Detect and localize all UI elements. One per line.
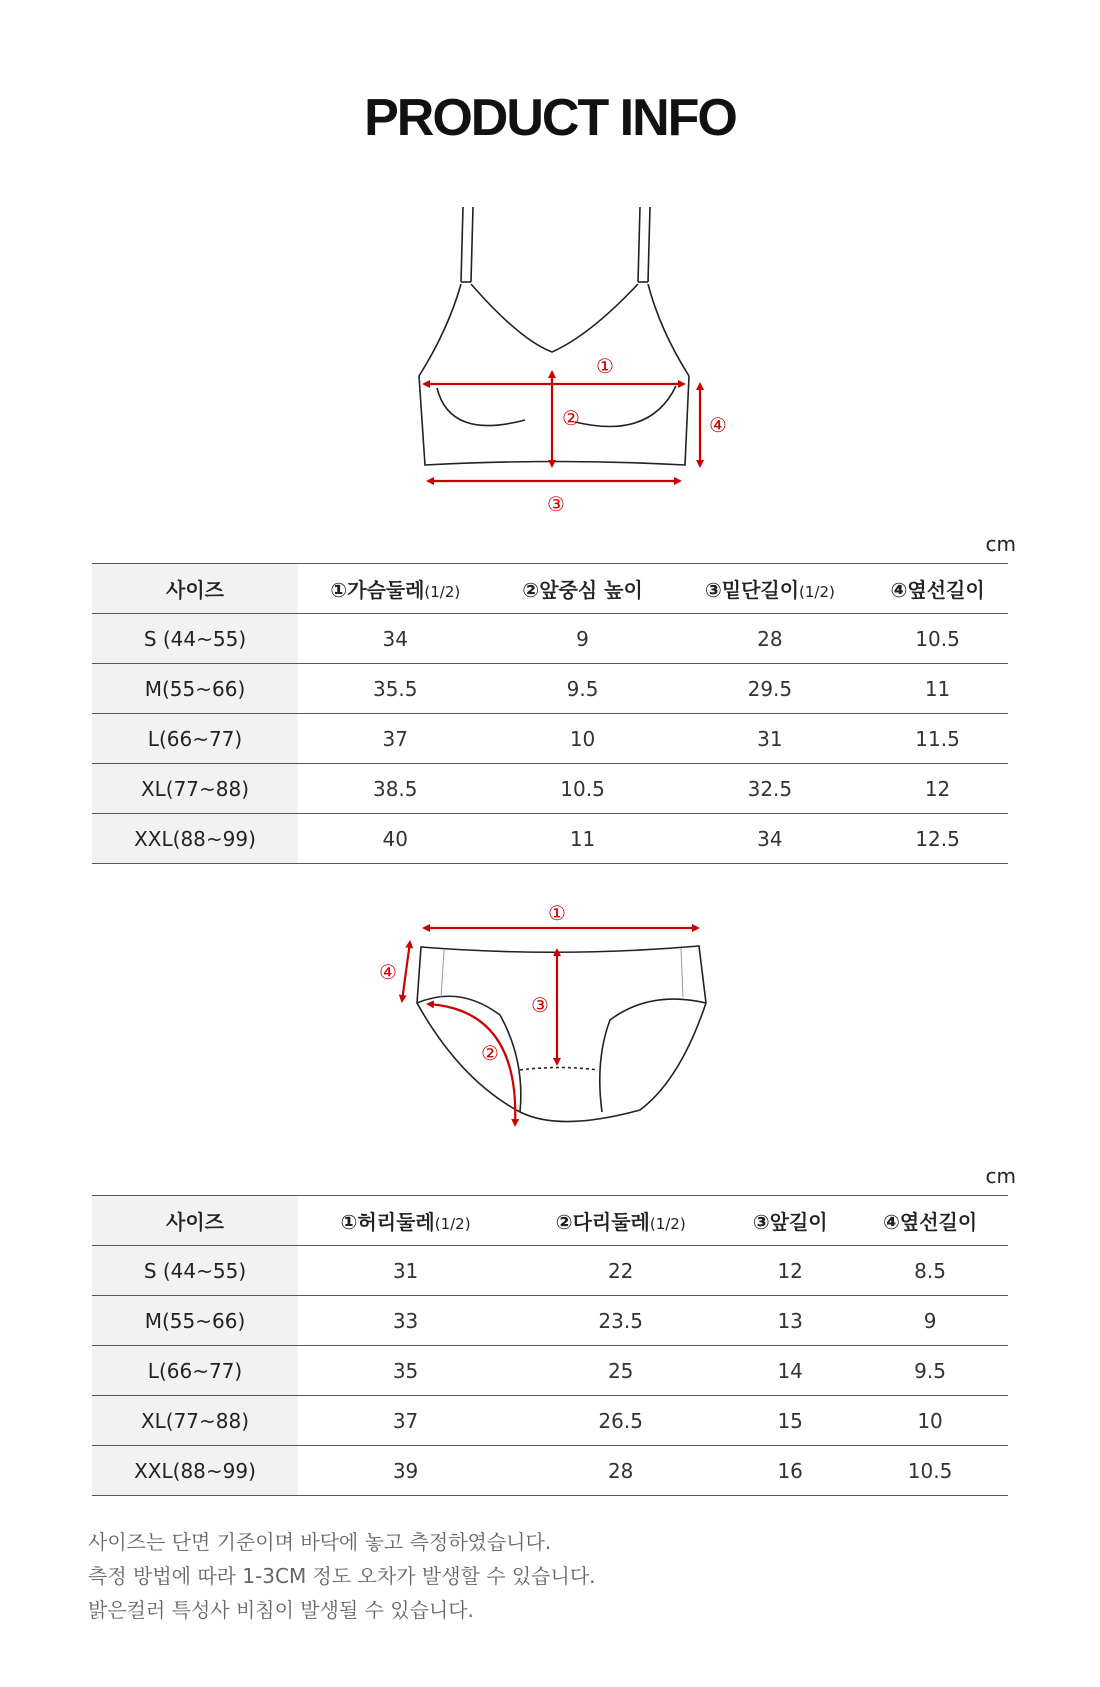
note-line: 측정 방법에 따라 1-3CM 정도 오차가 발생할 수 있습니다. [88,1564,596,1588]
panty-outline [417,946,706,1122]
value-cell: 9.5 [492,664,672,714]
value-cell: 12 [867,764,1008,814]
table-row [92,814,1008,864]
page-title: PRODUCT INFO [364,89,736,147]
notes [88,1525,596,1627]
value-cell: 10 [852,1396,1008,1446]
header-cell: ③앞길이 [728,1196,852,1246]
value-cell: 28 [673,614,867,664]
header-cell: ③밑단길이(1/2) [673,564,867,614]
value-cell: 14 [728,1346,852,1396]
header-cell: ①허리둘레(1/2) [298,1196,513,1246]
table-row [92,714,1008,764]
value-cell: 10 [492,714,672,764]
table-row [92,764,1008,814]
header-cell: ②앞중심 높이 [492,564,672,614]
value-cell: 37 [298,1396,513,1446]
value-cell: 39 [298,1446,513,1496]
marker-3: ③ [531,993,549,1017]
value-cell: 10.5 [852,1446,1008,1496]
header-cell: 사이즈 [92,564,298,614]
value-cell: 40 [298,814,492,864]
value-cell: 33 [298,1296,513,1346]
size-cell: XXL(88~99) [92,814,298,864]
note-line: 밝은컬러 특성사 비침이 발생될 수 있습니다. [88,1598,474,1622]
header-cell: ②다리둘레(1/2) [513,1196,728,1246]
table-row [92,1396,1008,1446]
value-cell: 8.5 [852,1246,1008,1296]
table-row [92,1446,1008,1496]
table-row [92,1346,1008,1396]
value-cell: 16 [728,1446,852,1496]
value-cell: 31 [298,1246,513,1296]
panty-unit: cm [985,1164,1016,1188]
bra-outline [419,207,689,465]
table-row [92,664,1008,714]
size-cell: L(66~77) [92,1346,298,1396]
size-cell: S (44~55) [92,1246,298,1296]
value-cell: 22 [513,1246,728,1296]
size-cell: XL(77~88) [92,764,298,814]
value-cell: 13 [728,1296,852,1346]
panty-measure-lines [402,928,698,1125]
value-cell: 15 [728,1396,852,1446]
marker-1: ① [596,354,614,378]
bra-size-table [92,563,1008,864]
value-cell: 37 [298,714,492,764]
value-cell: 26.5 [513,1396,728,1446]
size-cell: L(66~77) [92,714,298,764]
value-cell: 25 [513,1346,728,1396]
table-header-row [92,564,1008,614]
value-cell: 34 [298,614,492,664]
value-cell: 10.5 [492,764,672,814]
header-cell: ④옆선길이 [867,564,1008,614]
header-cell: ①가슴둘레(1/2) [298,564,492,614]
table-header-row [92,1196,1008,1246]
size-cell: XL(77~88) [92,1396,298,1446]
table-row [92,1246,1008,1296]
value-cell: 32.5 [673,764,867,814]
size-cell: M(55~66) [92,664,298,714]
size-cell: XXL(88~99) [92,1446,298,1496]
value-cell: 11.5 [867,714,1008,764]
panty-size-table [92,1195,1008,1496]
marker-3: ③ [547,492,565,516]
value-cell: 28 [513,1446,728,1496]
panty-diagram [380,890,720,1150]
table-row [92,1296,1008,1346]
value-cell: 38.5 [298,764,492,814]
value-cell: 29.5 [673,664,867,714]
value-cell: 11 [492,814,672,864]
bra-unit: cm [985,532,1016,556]
value-cell: 31 [673,714,867,764]
value-cell: 35.5 [298,664,492,714]
value-cell: 12.5 [867,814,1008,864]
value-cell: 9.5 [852,1346,1008,1396]
marker-2: ② [562,406,580,430]
bra-diagram [400,200,727,520]
note-line: 사이즈는 단면 기준이며 바닥에 놓고 측정하였습니다. [88,1530,552,1554]
marker-4: ④ [709,413,727,437]
value-cell: 12 [728,1246,852,1296]
value-cell: 23.5 [513,1296,728,1346]
value-cell: 34 [673,814,867,864]
size-cell: M(55~66) [92,1296,298,1346]
marker-1: ① [548,901,566,925]
value-cell: 9 [492,614,672,664]
value-cell: 11 [867,664,1008,714]
header-cell: ④옆선길이 [852,1196,1008,1246]
size-cell: S (44~55) [92,614,298,664]
value-cell: 10.5 [867,614,1008,664]
header-cell: 사이즈 [92,1196,298,1246]
table-row [92,614,1008,664]
value-cell: 35 [298,1346,513,1396]
marker-4: ④ [379,960,397,984]
value-cell: 9 [852,1296,1008,1346]
marker-2: ② [481,1041,499,1065]
